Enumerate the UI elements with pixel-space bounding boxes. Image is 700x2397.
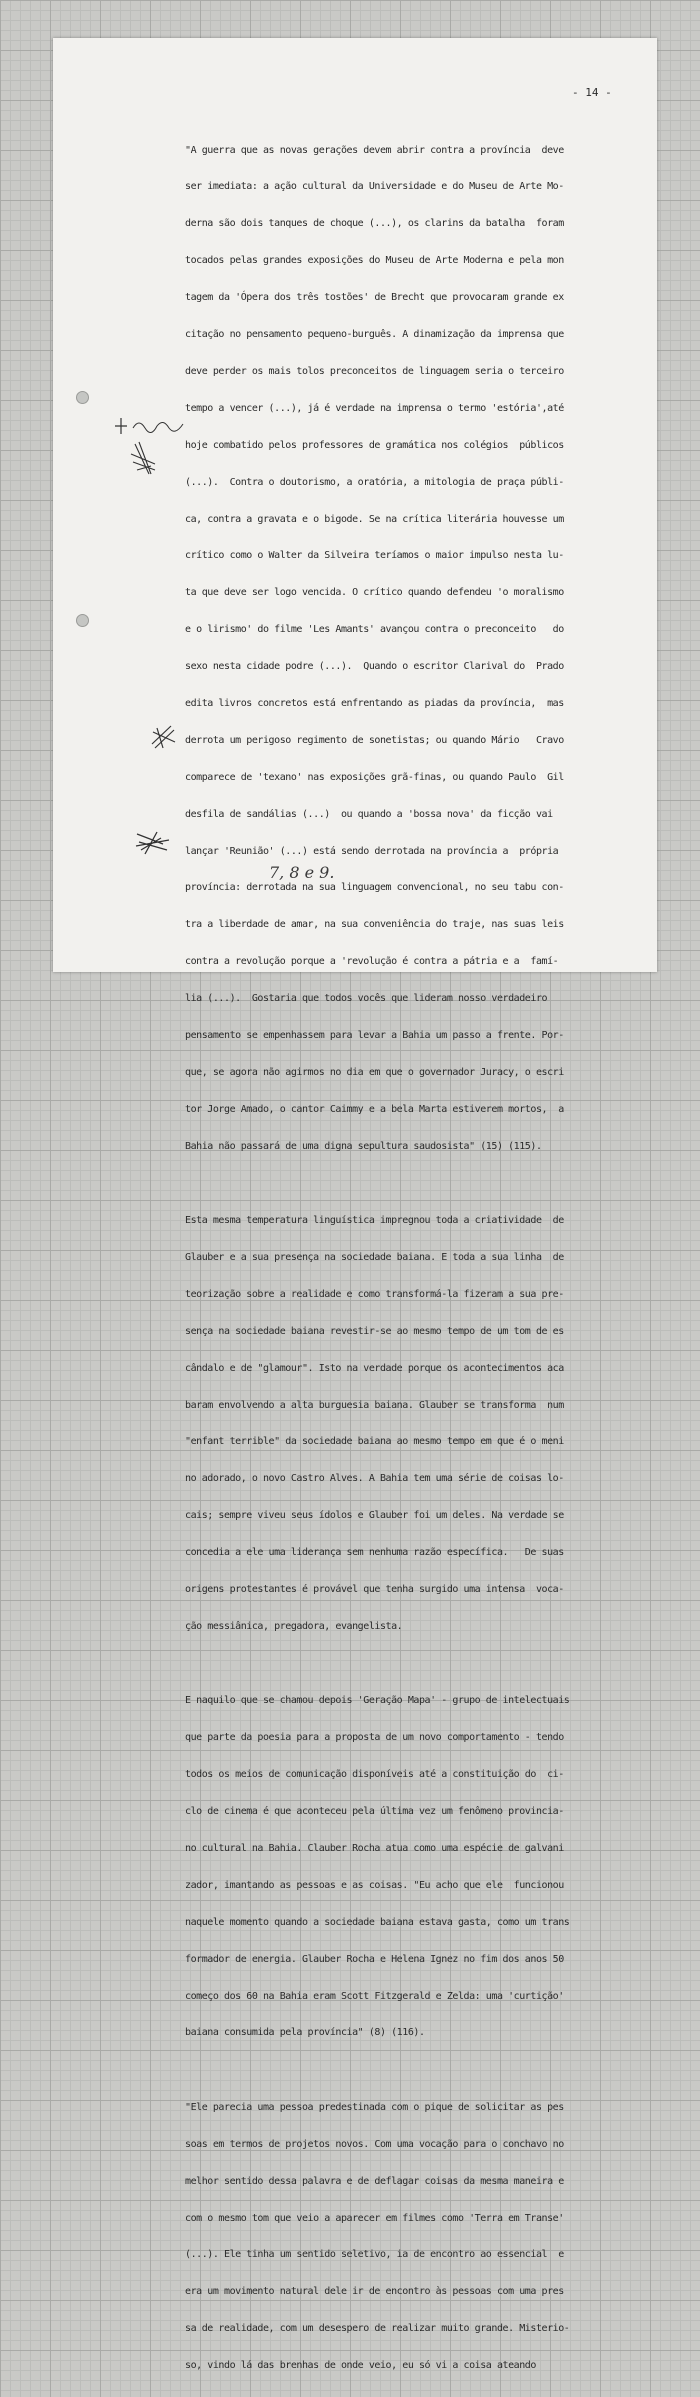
- text-line: hoje combatido pelos professores de gramática nos colégios públicos: [185, 439, 564, 451]
- text-line: "Ele parecia uma pessoa predestinada com o pique de solicitar as pes: [185, 2101, 564, 2113]
- text-line: so, vindo lá das brenhas de onde veio, eu só vi a coisa ateando: [185, 2360, 536, 2372]
- text-line: edita livros concretos está enfrentando as piadas da província, mas: [185, 697, 564, 709]
- document-page: [53, 38, 657, 2372]
- margin-scribble-mark: [133, 828, 173, 858]
- text-line: concedia a ele uma liderança sem nenhuma razão específica. De suas: [185, 1547, 564, 1559]
- body-text: [185, 120, 651, 2397]
- text-line: ser imediata: a ação cultural da Universidade e do Museu de Arte Mo-: [185, 181, 564, 193]
- paragraph: [185, 2077, 651, 2397]
- text-line: teorização sobre a realidade e como transformá-la fizeram a sua pre-: [185, 1288, 564, 1300]
- text-line: crítico como o Walter da Silveira teríamos o maior impulso nesta lu-: [185, 550, 564, 562]
- paragraph: [185, 120, 651, 1178]
- text-line: citação no pensamento pequeno-burguês. A dinamização da imprensa que: [185, 329, 564, 341]
- text-line: "A guerra que as novas gerações devem abrir contra a província deve: [185, 144, 564, 156]
- text-line: baram envolvendo a alta burguesia baiana. Glauber se transforma num: [185, 1399, 564, 1411]
- paragraph: [185, 1671, 651, 2065]
- text-line: era um movimento natural dele ir de encontro às pessoas com uma pres: [185, 2286, 564, 2298]
- text-line: tocados pelas grandes exposições do Museu de Arte Moderna e pela mon: [185, 255, 564, 267]
- text-line: deve perder os mais tolos preconceitos de linguagem seria o terceiro: [185, 365, 564, 377]
- text-line: soas em termos de projetos novos. Com uma vocação para o conchavo no: [185, 2138, 564, 2150]
- text-line: comparece de 'texano' nas exposições grã-finas, ou quando Paulo Gil: [185, 771, 564, 783]
- text-line: ção messiânica, pregadora, evangelista.: [185, 1620, 403, 1632]
- text-line: naquele momento quando a sociedade baiana estava gasta, como um trans: [185, 1916, 570, 1928]
- text-line: no adorado, o novo Castro Alves. A Bahia tem uma série de coisas lo-: [185, 1473, 564, 1485]
- text-line: lançar 'Reunião' (...) está sendo derrotada na província a própria: [185, 845, 559, 857]
- text-line: tor Jorge Amado, o cantor Caimmy e a bela Marta estiverem mortos, a: [185, 1103, 564, 1115]
- text-line: E naquilo que se chamou depois 'Geração Mapa' - grupo de intelectuais: [185, 1695, 570, 1707]
- text-line: Esta mesma temperatura linguística impregnou toda a criatividade de: [185, 1215, 564, 1227]
- text-line: zador, imantando as pessoas e as coisas. "Eu acho que ele funcionou: [185, 1879, 564, 1891]
- text-line: e o lirismo' do filme 'Les Amants' avançou contra o preconceito do: [185, 624, 564, 636]
- text-line: derrota um perigoso regimento de sonetistas; ou quando Mário Cravo: [185, 734, 564, 746]
- text-line: tagem da 'Ópera dos três tostões' de Brecht que provocaram grande ex: [185, 292, 564, 304]
- margin-scribble-mark: [111, 414, 201, 514]
- text-line: baiana consumida pela província" (8) (116).: [185, 2027, 425, 2039]
- text-line: tra a liberdade de amar, na sua conveniência do traje, nas suas leis: [185, 919, 564, 931]
- binder-hole: [76, 614, 89, 627]
- text-line: sexo nesta cidade podre (...). Quando o escritor Clarival do Prado: [185, 661, 564, 673]
- text-line: (...). Contra o doutorismo, a oratória, a mitologia de praça públi-: [185, 476, 564, 488]
- text-line: começo dos 60 na Bahia eram Scott Fitzgerald e Zelda: uma 'curtição': [185, 1990, 564, 2002]
- handwritten-note: 7, 8 e 9.: [269, 863, 335, 882]
- text-line: com o mesmo tom que veio a aparecer em filmes como 'Terra em Transe': [185, 2212, 564, 2224]
- text-line: ta que deve ser logo vencida. O crítico quando defendeu 'o moralismo: [185, 587, 564, 599]
- text-line: sença na sociedade baiana revestir-se ao mesmo tempo de um tom de es: [185, 1325, 564, 1337]
- text-line: cândalo e de "glamour". Isto na verdade porque os acontecimentos aca: [185, 1362, 564, 1374]
- page-number: - 14 -: [572, 86, 612, 99]
- binder-hole: [76, 391, 89, 404]
- text-line: derna são dois tanques de choque (...), os clarins da batalha foram: [185, 218, 564, 230]
- text-line: lia (...). Gostaria que todos vocês que lideram nosso verdadeiro: [185, 993, 548, 1005]
- text-line: cais; sempre viveu seus ídolos e Glauber foi um deles. Na verdade se: [185, 1510, 564, 1522]
- text-line: origens protestantes é provável que tenha surgido uma intensa voca-: [185, 1584, 564, 1596]
- text-line: ca, contra a gravata e o bigode. Se na crítica literária houvesse um: [185, 513, 564, 525]
- text-line: clo de cinema é que aconteceu pela última vez um fenômeno provincia-: [185, 1806, 564, 1818]
- text-line: que parte da poesia para a proposta de um novo comportamento - tendo: [185, 1732, 564, 1744]
- text-line: "enfant terrible" da sociedade baiana ao mesmo tempo em que é o meni: [185, 1436, 564, 1448]
- text-line: pensamento se empenhassem para levar a Bahia um passo a frente. Por-: [185, 1029, 564, 1041]
- text-line: Glauber e a sua presença na sociedade baiana. E toda a sua linha de: [185, 1252, 564, 1264]
- text-line: Bahia não passará de uma digna sepultura saudosista" (15) (115).: [185, 1140, 542, 1152]
- margin-scribble-mark: [149, 722, 179, 752]
- text-line: (...). Ele tinha um sentido seletivo, ia de encontro ao essencial e: [185, 2249, 564, 2261]
- text-line: província: derrotada na sua linguagem convencional, no seu tabu con-: [185, 882, 564, 894]
- text-line: melhor sentido dessa palavra e de deflagar coisas da mesma maneira e: [185, 2175, 564, 2187]
- text-line: formador de energia. Glauber Rocha e Helena Ignez no fim dos anos 50: [185, 1953, 564, 1965]
- text-line: sa de realidade, com um desespero de realizar muito grande. Misterio-: [185, 2323, 570, 2335]
- text-line: desfila de sandálias (...) ou quando a 'bossa nova' da ficção vai: [185, 808, 553, 820]
- text-line: tempo a vencer (...), já é verdade na imprensa o termo 'estória',até: [185, 402, 564, 414]
- text-line: contra a revolução porque a 'revolução é contra a pátria e a famí-: [185, 956, 559, 968]
- text-line: que, se agora não agirmos no dia em que o governador Juracy, o escri: [185, 1066, 564, 1078]
- text-line: todos os meios de comunicação disponíveis até a constituição do ci-: [185, 1769, 564, 1781]
- paragraph: [185, 1191, 651, 1658]
- text-line: no cultural na Bahia. Clauber Rocha atua como uma espécie de galvani: [185, 1842, 564, 1854]
